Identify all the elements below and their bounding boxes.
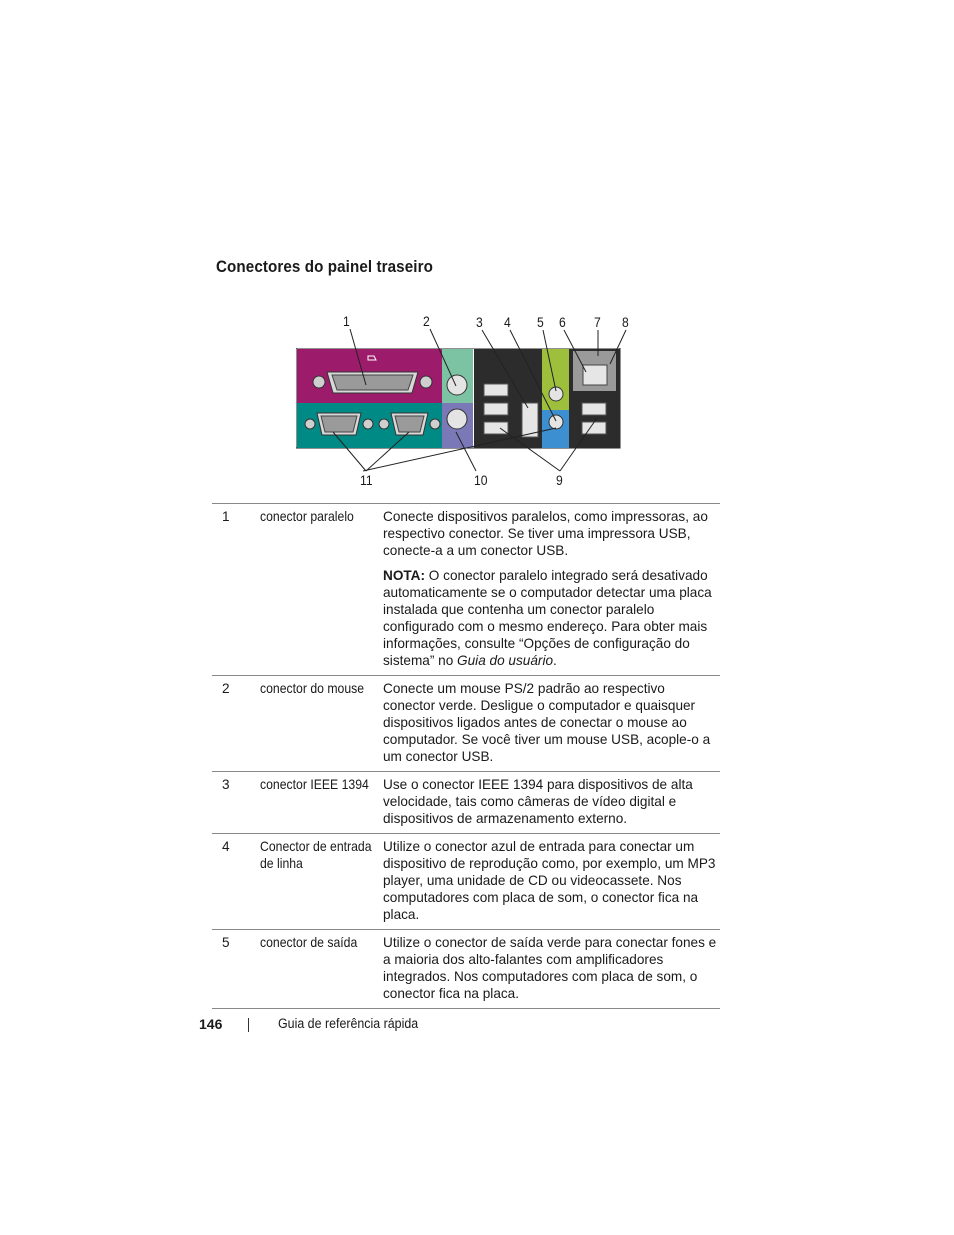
callout-2: 2 bbox=[423, 314, 430, 329]
table-row bbox=[212, 772, 720, 834]
keyboard-port bbox=[447, 409, 467, 429]
callout-6: 6 bbox=[559, 315, 566, 330]
note-label: NOTA: bbox=[383, 568, 426, 583]
row-number: 2 bbox=[212, 676, 260, 772]
row-name: conector IEEE 1394 bbox=[260, 772, 383, 834]
row-description: Utilize o conector azul de entrada para conectar um dispositivo de reprodução como, por exemplo, um MP3 player, uma unidade de CD ou videocassete. Nos computadores com placa de som, o conector fica na placa. bbox=[383, 834, 720, 930]
network-port bbox=[583, 365, 607, 385]
row-description: Conecte um mouse PS/2 padrão ao respectivo conector verde. Desligue o computador e quaisquer dispositivos ligados antes de conectar o mouse ao computador. Se você tiver um mouse USB, acople-o a um conector USB. bbox=[383, 676, 720, 772]
usb-ports-left bbox=[484, 384, 508, 434]
callout-4: 4 bbox=[504, 315, 511, 330]
callout-9: 9 bbox=[556, 473, 563, 488]
line-in-jack bbox=[549, 415, 563, 429]
callout-8: 8 bbox=[622, 315, 629, 330]
row-name: conector do mouse bbox=[260, 676, 383, 772]
line-out-jack bbox=[549, 387, 563, 401]
connector-table bbox=[212, 503, 720, 1009]
row-description: Utilize o conector de saída verde para conectar fones e a maioria dos alto-falantes com amplificadores integrados. Nos computadores com placa de som, o conector fica na placa. bbox=[383, 930, 720, 1009]
back-panel-diagram bbox=[296, 348, 621, 449]
callout-7: 7 bbox=[594, 315, 601, 330]
table-row bbox=[212, 930, 720, 1009]
row-number: 4 bbox=[212, 834, 260, 930]
footer-title: Guia de referência rápida bbox=[278, 1016, 419, 1031]
footer-divider bbox=[248, 1018, 249, 1032]
row-name: conector paralelo bbox=[260, 504, 383, 676]
note: NOTA: O conector paralelo integrado será desativado automaticamente se o computador detectar uma placa instalada que contenha um conector paralelo configurado com o mesmo endereço. Para obter mais informações, consulte “Opções de configuração do sistema” no Guia do usuário. bbox=[383, 568, 712, 668]
row-name: Conector de entrada de linha bbox=[260, 834, 383, 930]
ieee1394-port bbox=[522, 403, 538, 437]
row-description: Use o conector IEEE 1394 para dispositivos de alta velocidade, tais como câmeras de vídeo digital e dispositivos de armazenamento externo. bbox=[383, 772, 720, 834]
row-number: 3 bbox=[212, 772, 260, 834]
page-number: 146 bbox=[199, 1016, 223, 1032]
section-title: Conectores do painel traseiro bbox=[216, 258, 433, 276]
table-row bbox=[212, 504, 720, 676]
callout-5: 5 bbox=[537, 315, 544, 330]
callout-1: 1 bbox=[343, 314, 350, 329]
callout-11: 11 bbox=[360, 473, 373, 488]
row-name: conector de saída bbox=[260, 930, 383, 1009]
row-description: Conecte dispositivos paralelos, como impressoras, ao respectivo conector. Se tiver uma impressora USB, conecte-a a um conector USB. NOTA: O conector paralelo integrado será desativado automaticamente se o computador detectar uma placa instalada que contenha um conector paralelo configurado com o mesmo endereço. Para obter mais informações, consulte “Opções de configuração do sistema” no Guia do usuário. bbox=[383, 504, 720, 676]
callout-3: 3 bbox=[476, 315, 483, 330]
row-number: 1 bbox=[212, 504, 260, 676]
row-number: 5 bbox=[212, 930, 260, 1009]
callout-10: 10 bbox=[474, 473, 488, 488]
table-row bbox=[212, 834, 720, 930]
mouse-port bbox=[447, 375, 467, 395]
table-row bbox=[212, 676, 720, 772]
